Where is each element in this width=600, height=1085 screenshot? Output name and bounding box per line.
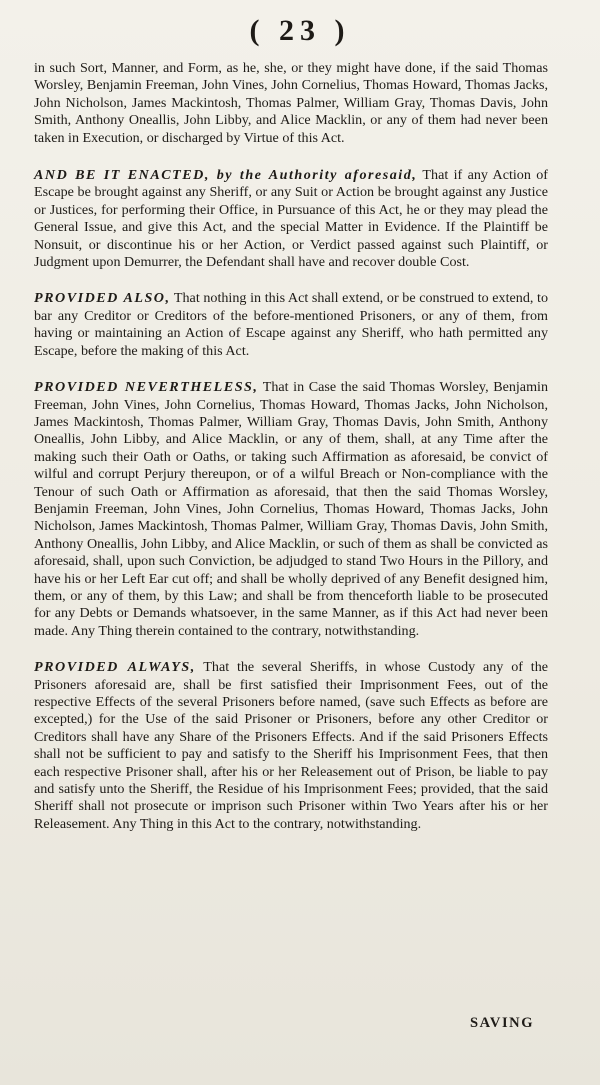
paragraph-1 [34,60,548,147]
paragraph-2-text: That if any Action of Escape be brought against any Sheriff, or any Suit or Action be brought against any Justice or Justices, for performing their Office, in Pursuance of this Act, he or they may plead the General Issue, and give this Act, and the special Matter in Evidence. If the Plaintiff be Nonsuit, or discontinue his or her Action, or Verdict passed against such Plaintiff, or Judgment upon Demurrer, the Defendant shall have and recover double Cost. [34,167,549,271]
paragraph-2 [34,167,548,271]
page-number: ( 23 ) [249,14,351,47]
paragraph-3 [34,290,548,360]
paragraph-5 [34,659,548,833]
paragraph-4-text: That in Case the said Thomas Worsley, Benjamin Freeman, John Vines, John Cornelius, Thomas Howard, Thomas Jacks, John Nicholson, James Mackintosh, Thomas Palmer, William Gray, Thomas Davis, John Smith, Anthony Oneallis, John Libby, and Alice Macklin, or any of them, shall, at any Time after the making such their Oath or Oaths, or taking such Affirmation as aforesaid, be convict of wilful and corrupt Perjury thereupon, or of a wilful Breach or Non-compliance with the Tenour of such Oath or Affirmation as aforesaid, that then the said Thomas Worsley, Benjamin Freeman, John Vines, John Cornelius, Thomas Howard, Thomas Jacks, John Nicholson, James Mackintosh, Thomas Palmer, William Gray, Thomas Davis, John Smith, Anthony Oneallis, John Libby, and Alice Macklin, or such of them as shall be convicted as aforesaid, shall, upon such Conviction, be adjudged to stand Two Hours in the Pillory, and have his or her Left Ear cut off; and shall be wholly deprived of any Benefit designed him, them, or any of them, by this Law; and shall be from thenceforth liable to be prosecuted for any Debts or Demands whatsoever, in the same Manner, as if this Act had never been made. Any Thing therein contained to the contrary, notwithstanding. [34,379,548,639]
paragraph-3-text: That nothing in this Act shall extend, or be construed to extend, to bar any Creditor or Creditors of the before-mentioned Prisoners, or any of them, from having or maintaining an Action of Escape against any Sheriff, who hath permitted any Escape, before the making of this Act. [34,290,548,359]
paragraph-3-lead: PROVIDED ALSO, [34,290,171,307]
catchword: SAVING [470,1015,535,1031]
paragraph-5-lead: PROVIDED ALWAYS, [34,659,196,676]
body-text [34,60,548,852]
paragraph-1-text: in such Sort, Manner, and Form, as he, she, or they might have done, if the said Thomas Worsley, Benjamin Freeman, John Vines, John Cornelius, Thomas Howard, Thomas Jacks, John Nicholson, James Mackintosh, Thomas Palmer, William Gray, Thomas Davis, John Smith, Anthony Oneallis, John Libby, and Alice Macklin, or any of them had never been taken in Execution, or discharged by Virtue of this Act. [34,60,548,146]
paragraph-4-lead: PROVIDED NEVERTHELESS, [34,379,259,396]
paragraph-5-text: That the several Sheriffs, in whose Custody any of the Prisoners aforesaid are, shall be first satisfied their Imprisonment Fees, out of the respective Effects of the several Prisoners before named, (save such Effects as before are excepted,) for the Use of the said Prisoner or Prisoners, before any other Creditor or Creditors shall have any Share of the Prisoners Effects. And if the said Prisoners Effects shall not be sufficient to pay and satisfy to the Sheriff his Imprisonment Fees, that then each respective Prisoner shall, after his or her Releasement out of Prison, be liable to pay and satisfy unto the Sheriff, the Residue of his Imprisonment Fees; provided, that the said Sheriff shall not prosecute or imprison such Prisoner within Two Years after his or her Releasement. Any Thing in this Act to the contrary, notwithstanding. [34,659,548,832]
paragraph-2-lead: AND BE IT ENACTED, by the Authority aforesaid, [34,167,418,184]
paragraph-4 [34,379,548,640]
